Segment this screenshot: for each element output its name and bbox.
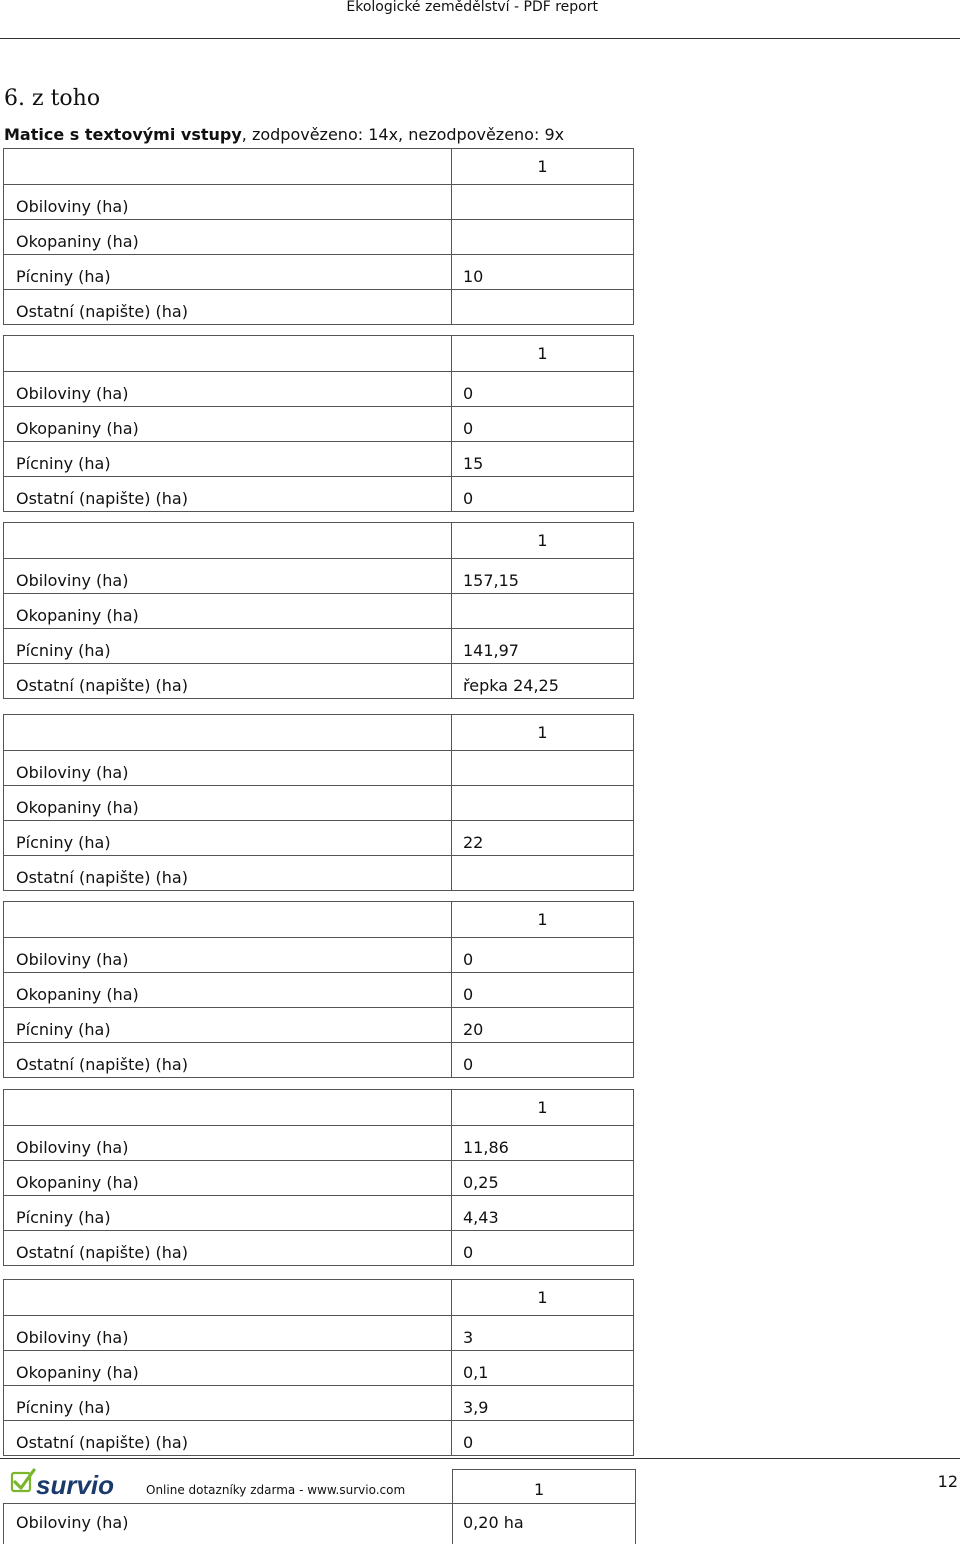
question-summary [4,125,564,145]
row-label: Obiloviny (ha) [4,751,452,786]
row-label: Ostatní (napište) (ha) [4,1421,452,1456]
row-value: 11,86 [452,1126,634,1161]
row-label: Obiloviny (ha) [4,1316,452,1351]
report-title: Ekologické zemědělství - PDF report [346,0,598,15]
question-stats: , zodpovězeno: 14x, nezodpovězeno: 9x [241,125,565,144]
row-value: 0 [452,1421,634,1456]
table-row [4,664,634,699]
row-label: Okopaniny (ha) [4,220,452,255]
row-value [452,594,634,629]
row-value [452,786,634,821]
row-label: Pícniny (ha) [4,1386,452,1421]
table-row [4,938,634,973]
table-row [4,559,634,594]
row-value [452,856,634,891]
row-value: 3 [452,1316,634,1351]
row-value: 4,43 [452,1196,634,1231]
row-value: 22 [452,821,634,856]
row-label: Obiloviny (ha) [16,1513,129,1532]
row-value: 0,1 [452,1351,634,1386]
footer-text: Online dotazníky zdarma - www.survio.com [146,1483,406,1497]
matrix-column-header: 1 [452,1280,634,1316]
table-row [4,594,634,629]
table-row [4,290,634,325]
row-value: 0 [452,372,634,407]
table-row [4,1196,634,1231]
table-row [4,372,634,407]
matrix-table [3,714,634,891]
table-row [4,1231,634,1266]
row-value: 0 [452,1231,634,1266]
row-label: Pícniny (ha) [4,255,452,290]
row-label: Obiloviny (ha) [4,372,452,407]
row-label: Ostatní (napište) (ha) [4,1043,452,1078]
row-value: 20 [452,1008,634,1043]
matrix-column-header: 1 [452,523,634,559]
matrix-header-row [4,902,634,938]
table-row [4,821,634,856]
survio-logo-text: survio [36,1470,115,1499]
row-label: Ostatní (napište) (ha) [4,290,452,325]
matrix-header-row [4,149,634,185]
matrix-corner-cell [4,1090,452,1126]
matrix-corner-cell [4,1280,452,1316]
row-label: Okopaniny (ha) [4,594,452,629]
table-row [4,477,634,512]
row-value [452,220,634,255]
row-value: 0 [452,973,634,1008]
table-row [4,1386,634,1421]
row-value: 157,15 [452,559,634,594]
row-value: 0 [452,407,634,442]
row-value: 0 [452,938,634,973]
table-row [4,1161,634,1196]
matrix-header-row [4,1280,634,1316]
matrix-header-row [4,715,634,751]
row-label: Obiloviny (ha) [4,185,452,220]
table-row [4,1421,634,1456]
matrix-corner-cell [4,336,452,372]
table-row [4,1351,634,1386]
row-value: 0,20 ha [463,1513,524,1532]
matrix-header-row [4,1090,634,1126]
survio-logo [10,1467,120,1499]
matrix-column-header: 1 [452,1090,634,1126]
matrix-header-row [4,523,634,559]
matrix-column-header: 1 [452,715,634,751]
matrix-table [3,522,634,699]
row-label: Obiloviny (ha) [4,938,452,973]
row-label: Pícniny (ha) [4,1008,452,1043]
table-row [4,1126,634,1161]
row-label: Obiloviny (ha) [4,1126,452,1161]
table-row [4,185,634,220]
question-type: Matice s textovými vstupy [4,125,242,144]
matrix-table [3,1089,634,1266]
matrix-column-header: 1 [452,149,634,185]
row-value [452,751,634,786]
page-header [0,0,960,39]
row-value: 0,25 [452,1161,634,1196]
table-row [4,220,634,255]
row-label: Pícniny (ha) [4,442,452,477]
row-label: Okopaniny (ha) [4,786,452,821]
row-label: Ostatní (napište) (ha) [4,477,452,512]
row-label: Ostatní (napište) (ha) [4,664,452,699]
row-value [452,185,634,220]
row-value: 15 [452,442,634,477]
table-row [4,973,634,1008]
row-label: Pícniny (ha) [4,1196,452,1231]
table-row [4,442,634,477]
row-label: Ostatní (napište) (ha) [4,1231,452,1266]
row-label: Ostatní (napište) (ha) [4,856,452,891]
matrix-table [3,1279,634,1456]
row-label: Okopaniny (ha) [4,1161,452,1196]
table-row [4,856,634,891]
matrix-corner-cell [4,149,452,185]
table-row [4,1043,634,1078]
table-row [4,629,634,664]
row-value [452,290,634,325]
row-value: 0 [452,1043,634,1078]
matrix-header-row [4,336,634,372]
table-row [4,751,634,786]
matrix-table [3,901,634,1078]
row-value: řepka 24,25 [452,664,634,699]
matrix-column-header: 1 [452,336,634,372]
matrix-table [3,148,634,325]
row-value: 141,97 [452,629,634,664]
matrix-corner-cell [4,902,452,938]
matrix-column-header: 1 [452,902,634,938]
row-label: Pícniny (ha) [4,821,452,856]
row-label: Obiloviny (ha) [4,559,452,594]
row-value: 0 [452,477,634,512]
row-value: 10 [452,255,634,290]
page-footer [0,1458,960,1499]
matrix-corner-cell [4,715,452,751]
row-value: 3,9 [452,1386,634,1421]
row-label: Okopaniny (ha) [4,407,452,442]
table-row [4,255,634,290]
matrix-column-header: 1 [534,1480,545,1499]
table-row [4,786,634,821]
page-number: 12 [937,1472,958,1491]
matrix-corner-cell [4,523,452,559]
row-label: Pícniny (ha) [4,629,452,664]
row-label: Okopaniny (ha) [4,973,452,1008]
table-row [4,1316,634,1351]
matrix-table [3,335,634,512]
row-label: Okopaniny (ha) [4,1351,452,1386]
section-title: 6. z toho [4,86,101,111]
table-row [4,407,634,442]
table-row [4,1008,634,1043]
